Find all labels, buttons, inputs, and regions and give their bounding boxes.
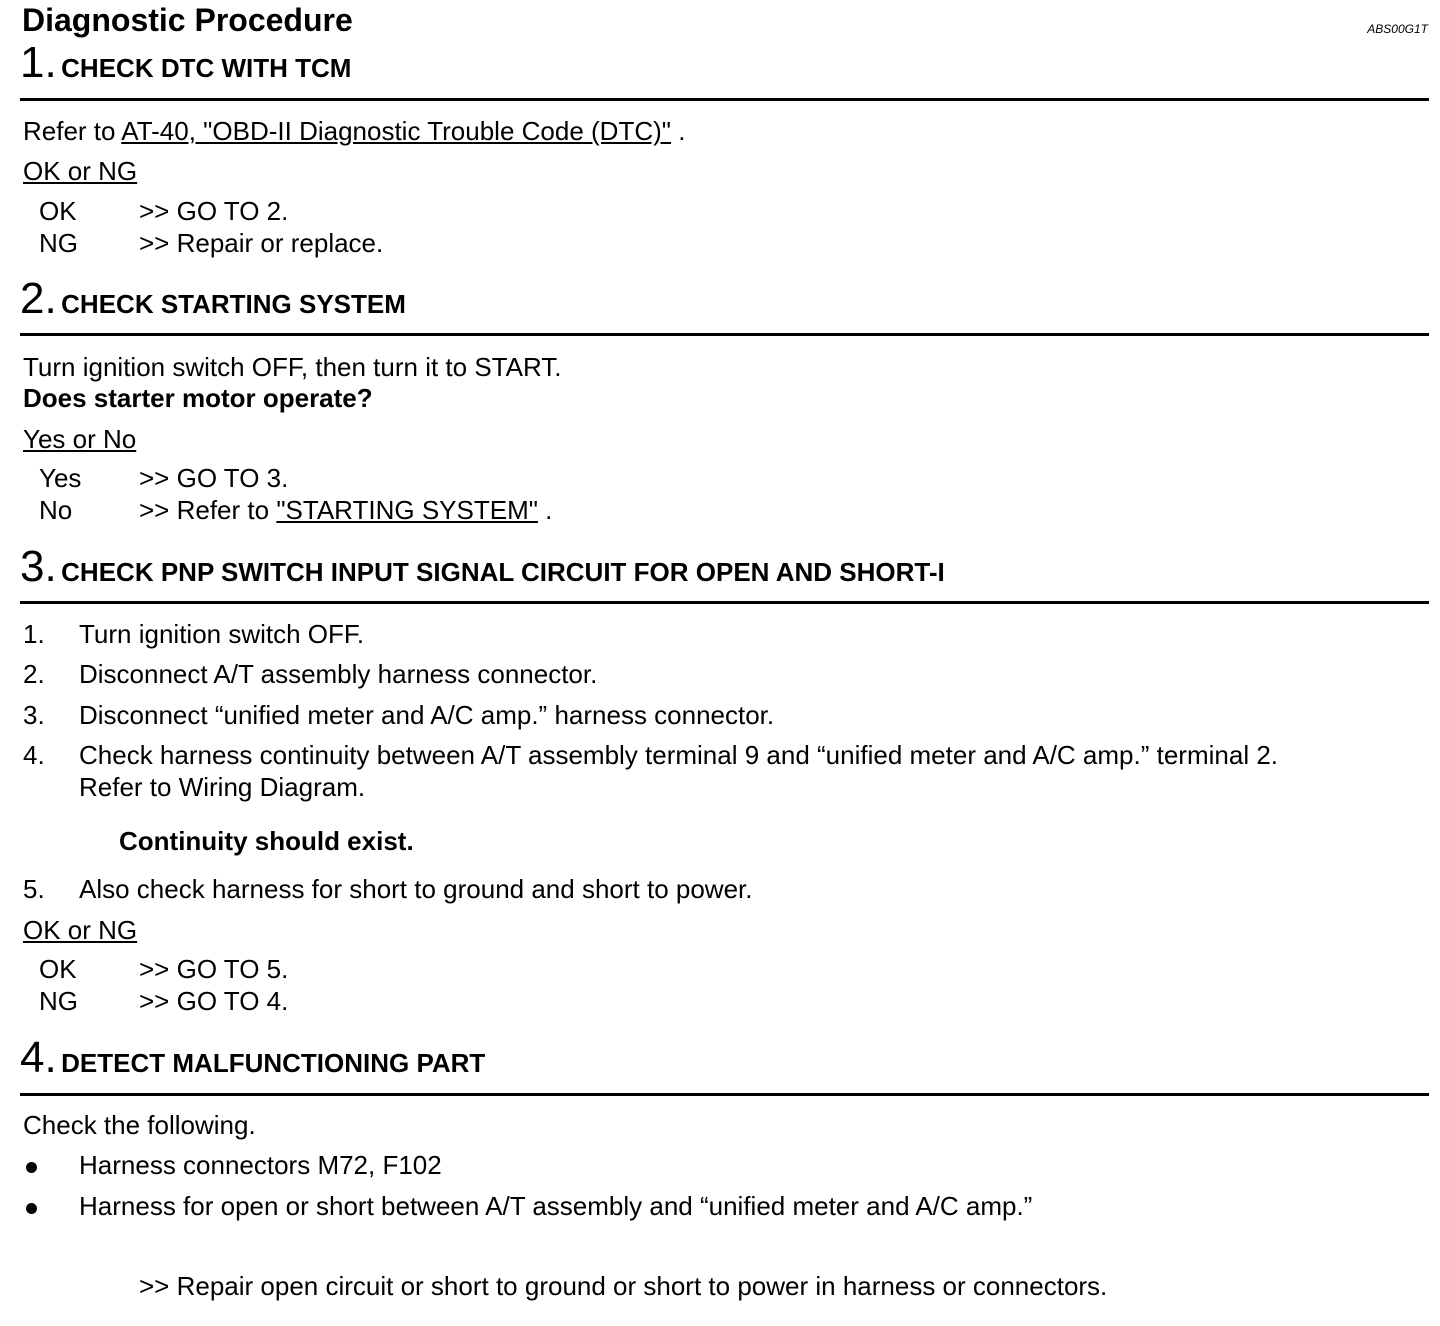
result-label: NG	[39, 986, 78, 1016]
result-action: >> GO TO 2.	[139, 196, 289, 226]
bullet-icon	[26, 1201, 37, 1219]
step-number: 1.	[20, 38, 57, 87]
step-number: 4.	[20, 1033, 57, 1082]
judgement-label: OK or NG	[23, 156, 138, 186]
page-title: Diagnostic Procedure	[22, 2, 353, 38]
result-label: No	[39, 495, 73, 525]
list-item-number: 1.	[23, 619, 45, 649]
judgement-label: OK or NG	[23, 915, 138, 945]
step-title: CHECK STARTING SYSTEM	[61, 289, 406, 319]
refer-line	[23, 116, 685, 147]
bullet-icon	[26, 1160, 37, 1178]
section-divider	[20, 601, 1429, 604]
specification: Continuity should exist.	[119, 826, 414, 856]
list-item-number: 2.	[23, 659, 45, 689]
result-label: NG	[39, 228, 78, 258]
list-item-text: Check harness continuity between A/T assembly terminal 9 and “unified meter and A/C amp.” terminal 2.	[79, 740, 1278, 770]
action-prefix: >> Refer to	[139, 495, 277, 525]
list-item-number: 4.	[23, 740, 45, 770]
result-action: >> GO TO 5.	[139, 954, 289, 984]
list-item-text: Disconnect A/T assembly harness connector.	[79, 659, 598, 689]
result-action: >> Repair or replace.	[139, 228, 384, 258]
result-label: OK	[39, 196, 77, 226]
section-divider	[20, 333, 1429, 336]
judgement-label: Yes or No	[23, 424, 137, 454]
list-item-text-continued: Refer to Wiring Diagram.	[79, 772, 366, 802]
step-4-header	[20, 1033, 485, 1083]
step-title: CHECK DTC WITH TCM	[61, 53, 352, 83]
step-title: CHECK PNP SWITCH INPUT SIGNAL CIRCUIT FOR OPEN AND SHORT-I	[61, 557, 945, 587]
result-action: >> GO TO 3.	[139, 463, 289, 493]
bullet-text: Harness for open or short between A/T assembly and “unified meter and A/C amp.”	[79, 1191, 1033, 1221]
step-title: DETECT MALFUNCTIONING PART	[61, 1048, 486, 1078]
reference-link-dtc[interactable]: AT-40, "OBD-II Diagnostic Trouble Code (DTC)"	[121, 116, 671, 146]
step-number: 2.	[20, 274, 57, 323]
bullet-text: Harness connectors M72, F102	[79, 1150, 442, 1180]
result-action	[139, 495, 552, 526]
section-divider	[20, 98, 1429, 101]
step-2-header	[20, 274, 406, 324]
instruction: Check the following.	[23, 1110, 256, 1140]
refer-prefix: Refer to	[23, 116, 122, 146]
result-label: OK	[39, 954, 77, 984]
question: Does starter motor operate?	[23, 383, 373, 413]
step-number: 3.	[20, 542, 57, 591]
list-item-text: Turn ignition switch OFF.	[79, 619, 365, 649]
reference-link-starting-system[interactable]: "STARTING SYSTEM"	[276, 495, 538, 525]
list-item-text: Disconnect “unified meter and A/C amp.” harness connector.	[79, 700, 775, 730]
refer-suffix: .	[671, 116, 686, 146]
step-3-header	[20, 542, 945, 592]
instruction: Turn ignition switch OFF, then turn it to START.	[23, 352, 562, 382]
list-item-number: 5.	[23, 874, 45, 904]
document-id: ABS00G1T	[1367, 22, 1428, 36]
result-action: >> GO TO 4.	[139, 986, 289, 1016]
list-item-text: Also check harness for short to ground and short to power.	[79, 874, 753, 904]
section-divider	[20, 1093, 1429, 1096]
final-action: >> Repair open circuit or short to ground or short to power in harness or connectors.	[139, 1271, 1108, 1301]
step-1-header	[20, 38, 351, 88]
action-suffix: .	[537, 495, 553, 525]
result-label: Yes	[39, 463, 82, 493]
list-item-number: 3.	[23, 700, 45, 730]
